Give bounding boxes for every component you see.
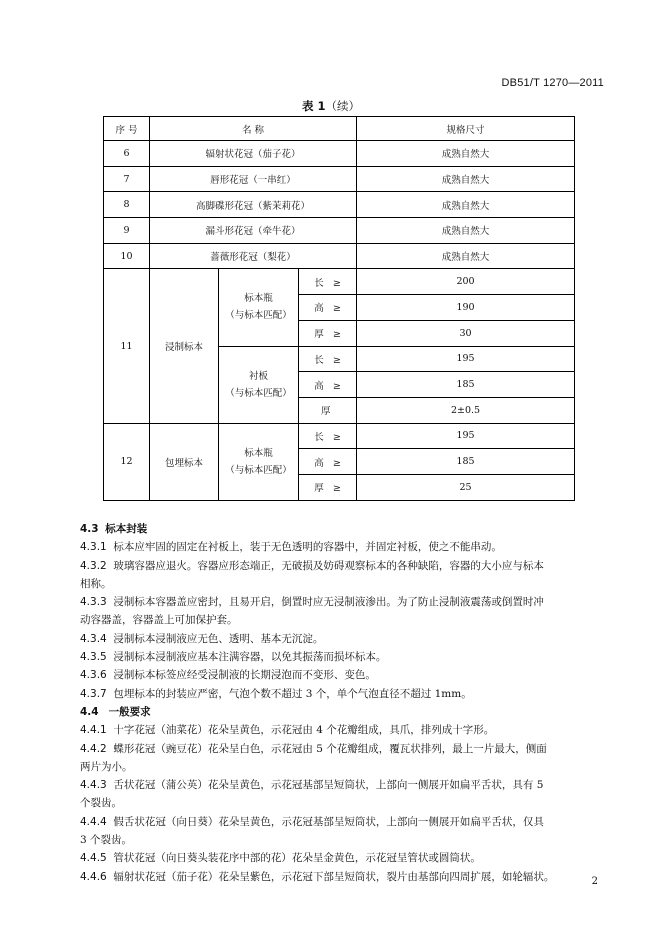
document-code: DB51/T 1270—2011 [501,77,604,89]
cell-dim-value: 195 [357,423,575,449]
bottle-note: （与标本匹配） [225,310,292,322]
cell-seq: 6 [104,141,150,167]
table-row [104,269,575,295]
table-caption [0,98,662,114]
table-row [104,423,575,449]
table-row [104,166,575,192]
header-seq: 序 号 [104,117,150,141]
bottle-label: 标本瓶 [244,447,273,459]
section-heading: 4.4 一般要求 [80,705,151,718]
bottle-label: 标本瓶 [244,293,273,305]
clause-continuation: 动容器盖，容器盖上可加保护套。 [80,614,238,627]
cell-name: 高脚碟形花冠（紫茉莉花） [150,192,357,218]
table-header-row [104,117,575,141]
table-row [104,218,575,244]
cell-spec: 成熟自然大 [357,192,575,218]
cell-name: 包埋标本 [150,423,219,500]
cell-seq: 9 [104,218,150,244]
table-row [104,192,575,218]
clause: 4.4.3 舌状花冠（蒲公英）花朵呈黄色，示花冠基部呈短筒状，上部向一侧展开如扁平舌状，具有 5 [80,779,544,792]
cell-seq: 7 [104,166,150,192]
cell-dim-value: 2±0.5 [357,397,575,423]
bottle-note: （与标本匹配） [225,464,292,476]
clause: 4.3.4 浸制标本浸制液应无色、透明、基本无沉淀。 [80,632,324,645]
cell-spec: 成熟自然大 [357,166,575,192]
clause: 4.4.2 蝶形花冠（豌豆花）花朵呈白色，示花冠由 5 个花瓣组成，覆瓦状排列，最上一片最大，侧面 [80,742,547,755]
cell-name: 辐射状花冠（茄子花） [150,141,357,167]
clause-continuation: 个裂齿。 [80,797,122,810]
cell-dim-value: 25 [357,474,575,500]
cell-dim-value: 185 [357,449,575,475]
spec-table [103,116,575,501]
cell-name: 唇形花冠（一串红） [150,166,357,192]
cell-name: 蔷薇形花冠（梨花） [150,243,357,269]
clause-continuation: 3 个裂齿。 [80,834,133,847]
clause: 4.3.6 浸制标本标签应经受浸制液的长期浸泡而不变形、变色。 [80,669,376,682]
clause: 4.3.5 浸制标本浸制液应基本注满容器，以免其振荡而损坏标本。 [80,651,387,664]
cell-dim: 厚 [299,397,357,423]
clause-continuation: 相称。 [80,577,112,590]
cell-bottle [219,423,299,500]
cell-dim-value: 185 [357,372,575,398]
clause: 4.3.7 包埋标本的封装应严密，气泡个数不超过 3 个，单个气泡直径不超过 1mm。 [80,687,472,700]
clause: 4.4.4 假舌状花冠（向日葵）花朵呈黄色，示花冠基部呈短筒状，上部向一侧展开如扁平舌状，仅具 [80,815,544,828]
clause: 4.4.6 辐射状花冠（茄子花）花朵呈紫色，示花冠下部呈短筒状，裂片由基部向四周扩展，如轮辐状。 [80,870,555,883]
table-caption-label: 表 1 [301,99,326,113]
cell-dim-value: 30 [357,320,575,346]
cell-bottle [219,269,299,346]
board-label: 衬板 [248,370,268,382]
cell-seq: 12 [104,423,150,500]
cell-seq: 11 [104,269,150,423]
header-spec: 规格尺寸 [357,117,575,141]
section-heading: 4.3 标本封装 [80,523,148,535]
clause-continuation: 两片为小。 [80,760,133,773]
cell-dim: 长 ≥ [299,346,357,372]
cell-dim: 长 ≥ [299,423,357,449]
cell-dim: 高 ≥ [299,372,357,398]
cell-name: 漏斗形花冠（牵牛花） [150,218,357,244]
cell-dim: 高 ≥ [299,449,357,475]
cell-dim-value: 195 [357,346,575,372]
header-name: 名 称 [150,117,357,141]
table-row [104,141,575,167]
clause: 4.4.1 十字花冠（油菜花）花朵呈黄色，示花冠由 4 个花瓣组成，具爪，排列成十字形。 [80,724,495,737]
cell-dim: 长 ≥ [299,269,357,295]
cell-dim: 高 ≥ [299,295,357,321]
cell-dim: 厚 ≥ [299,320,357,346]
cell-dim: 厚 ≥ [299,474,357,500]
body-text [80,520,600,886]
cell-seq: 10 [104,243,150,269]
table-caption-continued: （续） [325,99,360,113]
cell-seq: 8 [104,192,150,218]
clause: 4.3.3 浸制标本容器盖应密封，且易开启，倒置时应无浸制液渗出。为了防止浸制液震荡或倒置时冲 [80,596,544,609]
page-number: 2 [591,876,598,887]
board-note: （与标本匹配） [225,387,292,399]
cell-dim-value: 190 [357,295,575,321]
clause: 4.3.2 玻璃容器应退火。容器应形态端正，无破损及妨碍观察标本的各种缺陷，容器的大小应与标本 [80,559,544,572]
cell-dim-value: 200 [357,269,575,295]
cell-name: 浸制标本 [150,269,219,423]
cell-board [219,346,299,423]
clause: 4.3.1 标本应牢固的固定在衬板上，装于无色透明的容器中，并固定衬板，使之不能串动。 [80,541,502,554]
cell-spec: 成熟自然大 [357,243,575,269]
cell-spec: 成熟自然大 [357,218,575,244]
clause: 4.4.5 管状花冠（向日葵头装花序中部的花）花朵呈金黄色，示花冠呈管状或圆筒状。 [80,852,481,865]
cell-spec: 成熟自然大 [357,141,575,167]
table-row [104,243,575,269]
